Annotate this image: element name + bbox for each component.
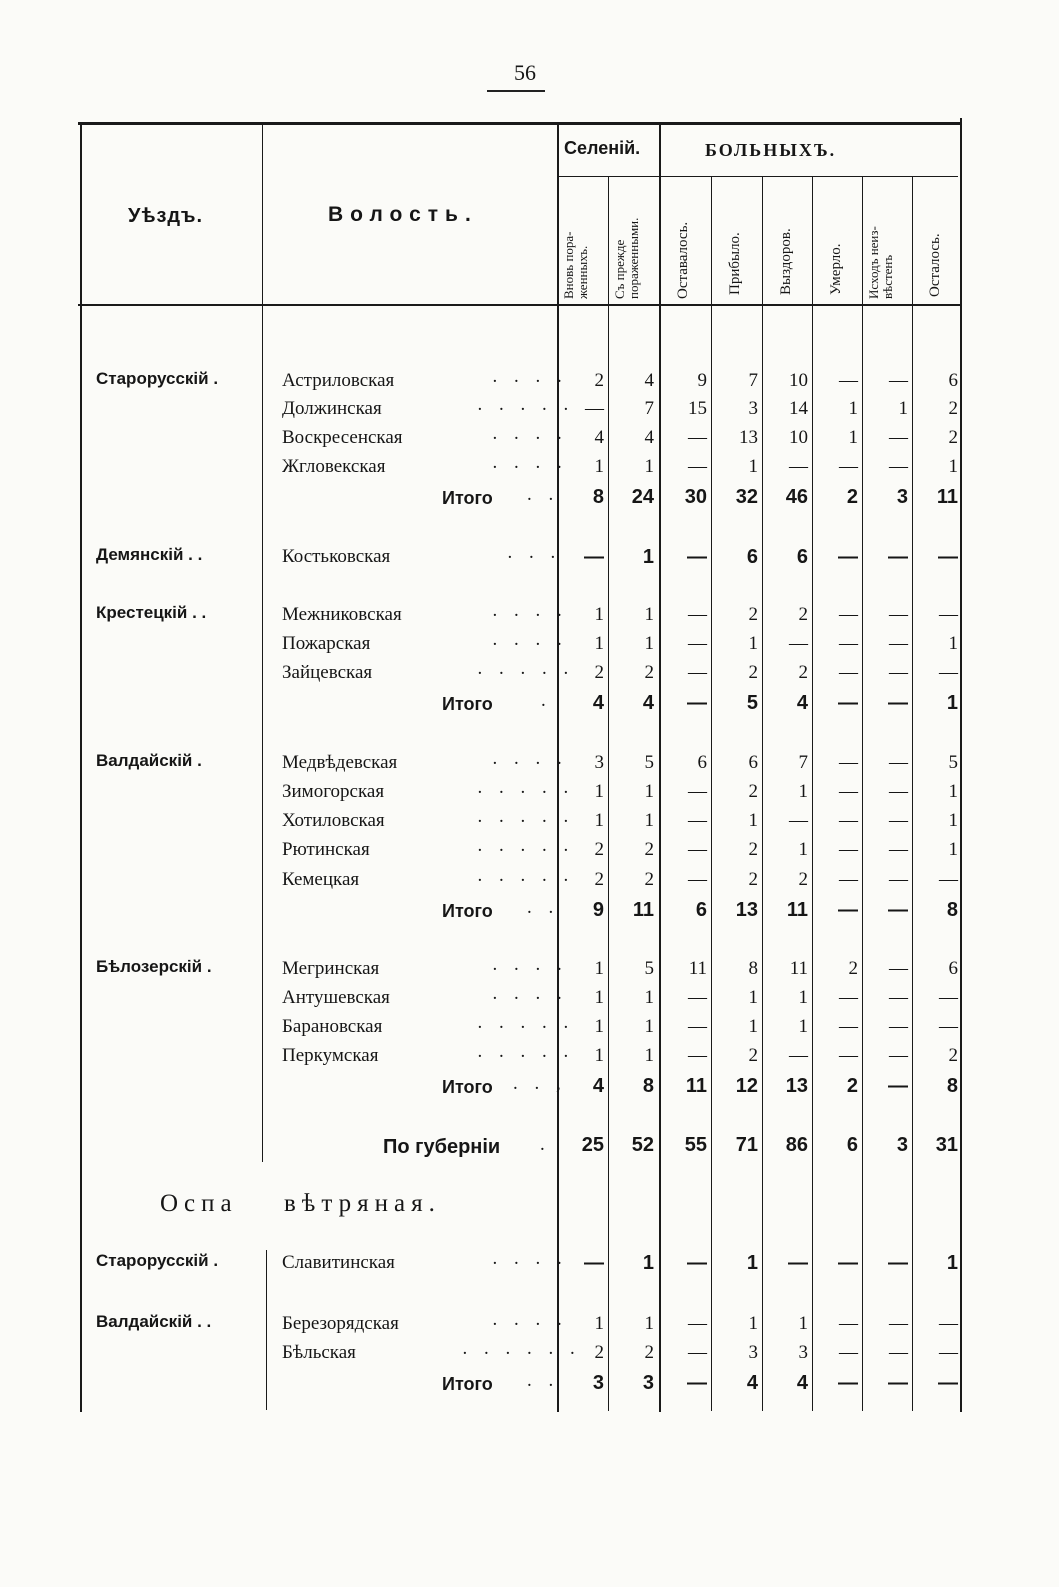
value-cell: — <box>888 692 908 714</box>
value-cell: — <box>939 869 958 890</box>
leader-dots: . . . . . . <box>462 1338 581 1359</box>
leader-dots: . . . . <box>492 983 568 1004</box>
value-cell: 2 <box>594 839 604 860</box>
value-cell: — <box>839 1313 858 1334</box>
value-cell: 1 <box>644 1045 654 1066</box>
value-cell: — <box>688 839 707 860</box>
value-cell: — <box>688 1045 707 1066</box>
value-cell: 1 <box>748 1313 758 1334</box>
value-cell: — <box>839 987 858 1008</box>
value-cell: — <box>688 781 707 802</box>
value-cell: 46 <box>785 486 808 508</box>
volost-name: Хотиловская <box>282 810 385 831</box>
volost-name: Антушевская <box>282 987 390 1008</box>
value-cell: 1 <box>798 839 808 860</box>
value-cell: 2 <box>594 869 604 890</box>
value-cell: 3 <box>748 1342 758 1363</box>
divider-selenii-bolnykh <box>659 122 661 1412</box>
value-cell: 1 <box>748 456 758 477</box>
value-cell: 7 <box>644 398 654 419</box>
value-cell: — <box>688 662 707 683</box>
value-cell: 9 <box>697 370 707 391</box>
total-label: Итого <box>442 901 493 921</box>
value-cell: — <box>889 604 908 625</box>
value-cell: 8 <box>946 899 958 921</box>
value-cell: — <box>688 1313 707 1334</box>
value-cell: 4 <box>642 692 654 714</box>
value-cell: 3 <box>896 1134 908 1156</box>
value-cell: — <box>838 546 858 568</box>
divider-uezd-volost <box>262 122 263 1162</box>
value-cell: 7 <box>798 752 808 773</box>
guberniya-total-label: По губерніи <box>383 1136 501 1158</box>
value-cell: — <box>838 899 858 921</box>
value-cell: 9 <box>592 899 604 921</box>
value-cell: 2 <box>594 1342 604 1363</box>
header-volost: Волость. <box>328 203 478 226</box>
value-cell: 6 <box>748 752 758 773</box>
value-cell: 1 <box>946 692 958 714</box>
value-cell: — <box>888 1372 908 1394</box>
value-cell: — <box>889 633 908 654</box>
value-cell: 4 <box>592 692 604 714</box>
value-cell: — <box>939 1016 958 1037</box>
value-cell: — <box>889 839 908 860</box>
value-cell: — <box>839 633 858 654</box>
volost-name: Пожарская <box>282 633 371 654</box>
value-cell: — <box>889 869 908 890</box>
value-cell: 1 <box>848 398 858 419</box>
value-cell: 24 <box>631 486 654 508</box>
value-cell: 1 <box>594 1313 604 1334</box>
value-cell: 4 <box>796 1372 808 1394</box>
divider-col-4 <box>711 176 712 1411</box>
value-cell: 1 <box>644 987 654 1008</box>
value-cell: 3 <box>896 486 908 508</box>
value-cell: — <box>888 1075 908 1097</box>
value-cell: — <box>687 1372 707 1394</box>
leader-dots: . . . . <box>492 748 568 769</box>
value-cell: — <box>939 604 958 625</box>
value-cell: 2 <box>748 781 758 802</box>
value-cell: — <box>839 869 858 890</box>
total-label: Итого <box>442 1374 493 1394</box>
divider-uezd-volost-lower <box>266 1250 267 1410</box>
value-cell: 4 <box>644 370 654 391</box>
section2-title-right: вѣтряная. <box>284 1190 441 1217</box>
value-cell: 1 <box>594 456 604 477</box>
value-cell: 2 <box>848 958 858 979</box>
value-cell: — <box>939 1313 958 1334</box>
value-cell: 2 <box>798 662 808 683</box>
value-cell: 1 <box>594 987 604 1008</box>
value-cell: 1 <box>798 781 808 802</box>
value-cell: — <box>889 1313 908 1334</box>
value-cell: 6 <box>796 546 808 568</box>
value-cell: 3 <box>748 398 758 419</box>
value-cell: — <box>839 662 858 683</box>
value-cell: 2 <box>644 869 654 890</box>
value-cell: 1 <box>594 958 604 979</box>
divider-col-8 <box>912 176 913 1411</box>
value-cell: 1 <box>948 810 958 831</box>
value-cell: 2 <box>748 604 758 625</box>
value-cell: — <box>688 1342 707 1363</box>
volost-name: Астриловская <box>282 370 395 391</box>
value-cell: 1 <box>798 1016 808 1037</box>
leader-dots: . . . . <box>492 423 568 444</box>
leader-dots: . . . . . <box>477 777 575 798</box>
leader-dots: . . <box>527 1370 560 1391</box>
value-cell: — <box>888 899 908 921</box>
value-cell: 2 <box>748 662 758 683</box>
header-uezd: Уѣздъ. <box>128 205 204 227</box>
value-cell: 4 <box>644 427 654 448</box>
value-cell: 1 <box>644 1313 654 1334</box>
value-cell: 1 <box>644 604 654 625</box>
value-cell: — <box>838 1252 858 1274</box>
value-cell: 2 <box>644 1342 654 1363</box>
value-cell: 2 <box>948 1045 958 1066</box>
value-cell: 1 <box>644 1016 654 1037</box>
volost-name: Костьковская <box>282 546 391 567</box>
value-cell: 5 <box>644 752 654 773</box>
header-pribylo: Прибыло. <box>727 232 743 295</box>
leader-dots: . . . . <box>492 954 568 975</box>
value-cell: 1 <box>848 427 858 448</box>
value-cell: 6 <box>948 958 958 979</box>
value-cell: — <box>687 546 707 568</box>
volost-name: Бѣльская <box>282 1342 356 1363</box>
value-cell: 11 <box>786 899 808 921</box>
value-cell: 1 <box>748 633 758 654</box>
value-cell: 1 <box>594 781 604 802</box>
header-bottom-rule <box>78 304 960 306</box>
value-cell: 6 <box>948 370 958 391</box>
leader-dots: . . . . . <box>477 1041 575 1062</box>
value-cell: — <box>938 1372 958 1394</box>
value-cell: — <box>839 1045 858 1066</box>
value-cell: 4 <box>746 1372 758 1394</box>
value-cell: 3 <box>594 752 604 773</box>
value-cell: — <box>889 1016 908 1037</box>
value-cell: 2 <box>846 486 858 508</box>
value-cell: — <box>839 810 858 831</box>
divider-col-2 <box>608 176 609 1411</box>
value-cell: 12 <box>735 1075 758 1097</box>
value-cell: — <box>839 781 858 802</box>
value-cell: 2 <box>798 604 808 625</box>
value-cell: — <box>584 1252 604 1274</box>
value-cell: — <box>839 839 858 860</box>
value-cell: — <box>839 370 858 391</box>
value-cell: 1 <box>644 810 654 831</box>
value-cell: — <box>889 370 908 391</box>
value-cell: 2 <box>846 1075 858 1097</box>
header-selenii: Селеній. <box>564 138 641 158</box>
volost-name: Жгловекская <box>282 456 386 477</box>
value-cell: 32 <box>735 486 758 508</box>
volost-name: Должинская <box>282 398 382 419</box>
value-cell: — <box>889 1045 908 1066</box>
value-cell: — <box>889 987 908 1008</box>
subheader-rule <box>558 176 958 177</box>
total-label: Итого <box>442 1077 493 1097</box>
district-name: Старорусскій . <box>96 1251 219 1270</box>
value-cell: 1 <box>798 987 808 1008</box>
value-cell: — <box>939 662 958 683</box>
value-cell: 8 <box>748 958 758 979</box>
value-cell: — <box>938 546 958 568</box>
value-cell: 13 <box>785 1075 808 1097</box>
leader-dots: . . . . . <box>477 394 575 415</box>
value-cell: 11 <box>688 958 707 979</box>
value-cell: 1 <box>746 1252 758 1274</box>
value-cell: — <box>889 427 908 448</box>
value-cell: 1 <box>594 1016 604 1037</box>
value-cell: 3 <box>798 1342 808 1363</box>
value-cell: 2 <box>948 427 958 448</box>
value-cell: — <box>888 1252 908 1274</box>
value-cell: 11 <box>936 486 958 508</box>
table-top-rule <box>78 122 960 125</box>
leader-dots: . . . . . <box>477 835 575 856</box>
volost-name: Межниковская <box>282 604 402 625</box>
value-cell: 71 <box>735 1134 758 1156</box>
value-cell: — <box>888 546 908 568</box>
value-cell: 1 <box>898 398 908 419</box>
value-cell: 30 <box>684 486 707 508</box>
value-cell: — <box>688 604 707 625</box>
value-cell: 2 <box>748 1045 758 1066</box>
header-ostavalos: Оставалось. <box>675 221 691 299</box>
value-cell: — <box>889 958 908 979</box>
total-label: Итого <box>442 488 493 508</box>
value-cell: — <box>839 752 858 773</box>
volost-name: Перкумская <box>282 1045 379 1066</box>
value-cell: 14 <box>789 398 808 419</box>
value-cell: 1 <box>642 546 654 568</box>
value-cell: — <box>889 781 908 802</box>
value-cell: — <box>585 398 604 419</box>
value-cell: 2 <box>594 662 604 683</box>
district-name: Демянскій . . <box>96 545 203 564</box>
leader-dots: . . , <box>513 1073 567 1094</box>
value-cell: 2 <box>644 839 654 860</box>
header-iskhod: Исходъ неиз- вѣстенъ <box>866 226 895 299</box>
value-cell: 2 <box>748 869 758 890</box>
district-name: Валдайскій . <box>96 751 202 770</box>
value-cell: 11 <box>789 958 808 979</box>
value-cell: 1 <box>748 987 758 1008</box>
value-cell: 1 <box>948 633 958 654</box>
value-cell: 1 <box>594 1045 604 1066</box>
value-cell: 6 <box>697 752 707 773</box>
volost-name: Зимогорская <box>282 781 385 802</box>
header-ostalos: Осталось. <box>927 233 943 297</box>
leader-dots: . . . <box>507 542 562 563</box>
volost-name: Мегринская <box>282 958 380 979</box>
divider-col-7 <box>862 176 863 1411</box>
leader-dots: . . <box>527 897 560 918</box>
value-cell: 5 <box>644 958 654 979</box>
value-cell: 25 <box>581 1134 604 1156</box>
leader-dots: . . . . . <box>477 806 575 827</box>
page-number: 56 <box>514 60 536 85</box>
divider-col-5 <box>762 176 763 1411</box>
value-cell: — <box>939 1342 958 1363</box>
value-cell: — <box>688 810 707 831</box>
value-cell: — <box>889 662 908 683</box>
value-cell: — <box>889 1342 908 1363</box>
value-cell: — <box>687 1252 707 1274</box>
volost-name: Воскресенская <box>282 427 403 448</box>
value-cell: 11 <box>685 1075 707 1097</box>
leader-dots: . . . . . <box>477 658 575 679</box>
district-name: Валдайскій . . <box>96 1312 212 1331</box>
value-cell: — <box>838 1372 858 1394</box>
value-cell: 3 <box>642 1372 654 1394</box>
value-cell: 6 <box>746 546 758 568</box>
value-cell: — <box>789 810 808 831</box>
volost-name: Зайцевская <box>282 662 373 683</box>
value-cell: — <box>789 456 808 477</box>
value-cell: — <box>839 1342 858 1363</box>
leader-dots: . . <box>527 484 560 505</box>
volost-name: Славитинская <box>282 1252 395 1273</box>
value-cell: 4 <box>594 427 604 448</box>
value-cell: — <box>889 810 908 831</box>
value-cell: 86 <box>785 1134 808 1156</box>
volost-name: Барановская <box>282 1016 383 1037</box>
value-cell: — <box>839 1016 858 1037</box>
value-cell: — <box>688 633 707 654</box>
value-cell: 1 <box>642 1252 654 1274</box>
leader-dots: . . . . . <box>477 865 575 886</box>
district-name: Бѣлозерскій . <box>96 957 212 976</box>
value-cell: 10 <box>789 370 808 391</box>
value-cell: 1 <box>948 839 958 860</box>
value-cell: 1 <box>748 1016 758 1037</box>
leader-dots: . <box>541 690 552 711</box>
total-label: Итого <box>442 694 493 714</box>
value-cell: 6 <box>695 899 707 921</box>
value-cell: 1 <box>948 781 958 802</box>
value-cell: — <box>789 1045 808 1066</box>
value-cell: 11 <box>632 899 654 921</box>
leader-dots: . . . . <box>492 600 568 621</box>
value-cell: 2 <box>798 869 808 890</box>
value-cell: 2 <box>748 839 758 860</box>
value-cell: 5 <box>746 692 758 714</box>
value-cell: 52 <box>631 1134 654 1156</box>
value-cell: 10 <box>789 427 808 448</box>
value-cell: 15 <box>688 398 707 419</box>
value-cell: — <box>688 987 707 1008</box>
value-cell: 8 <box>642 1075 654 1097</box>
value-cell: — <box>839 456 858 477</box>
right-border <box>960 118 962 1412</box>
leader-dots: . . . . <box>492 366 568 387</box>
left-border <box>80 122 82 1412</box>
value-cell: 6 <box>846 1134 858 1156</box>
volost-name: Рютинская <box>282 839 370 860</box>
value-cell: 2 <box>644 662 654 683</box>
section2-title-left: Оспа <box>160 1190 238 1217</box>
value-cell: 2 <box>948 398 958 419</box>
value-cell: — <box>688 1016 707 1037</box>
value-cell: 13 <box>735 899 758 921</box>
value-cell: 8 <box>946 1075 958 1097</box>
value-cell: — <box>688 869 707 890</box>
volost-name: Березорядская <box>282 1313 399 1334</box>
value-cell: — <box>939 987 958 1008</box>
value-cell: 1 <box>644 633 654 654</box>
value-cell: — <box>788 1252 808 1274</box>
volost-name: Медвѣдевская <box>282 752 398 773</box>
value-cell: 13 <box>739 427 758 448</box>
value-cell: — <box>889 456 908 477</box>
leader-dots: . . . . <box>492 452 568 473</box>
value-cell: — <box>889 752 908 773</box>
header-umerlo: Умерло. <box>828 243 844 295</box>
value-cell: 1 <box>644 781 654 802</box>
value-cell: — <box>838 692 858 714</box>
value-cell: 1 <box>594 810 604 831</box>
page-number-rule <box>487 90 545 92</box>
header-prezhde: Съ прежде пораженными. <box>612 217 641 299</box>
header-vnov: Вновь пора- женныхъ. <box>561 231 590 299</box>
volost-name: Кемецкая <box>282 869 360 890</box>
value-cell: 5 <box>948 752 958 773</box>
district-name: Старорусскій . <box>96 369 219 388</box>
value-cell: — <box>687 692 707 714</box>
value-cell: — <box>789 633 808 654</box>
value-cell: 7 <box>748 370 758 391</box>
value-cell: — <box>688 456 707 477</box>
leader-dots: . . . . <box>492 1309 568 1330</box>
district-name: Крестецкій . . <box>96 603 207 622</box>
value-cell: 1 <box>946 1252 958 1274</box>
value-cell: 4 <box>796 692 808 714</box>
value-cell: — <box>584 546 604 568</box>
value-cell: 31 <box>935 1134 958 1156</box>
value-cell: 1 <box>644 456 654 477</box>
header-bolnykh: БОЛЬНЫХЪ. <box>705 140 837 160</box>
value-cell: 1 <box>748 810 758 831</box>
header-vyzdorov: Выздоров. <box>778 228 794 295</box>
value-cell: 3 <box>592 1372 604 1394</box>
value-cell: — <box>839 604 858 625</box>
value-cell: 55 <box>684 1134 707 1156</box>
divider-col-6 <box>812 176 813 1411</box>
value-cell: 8 <box>592 486 604 508</box>
value-cell: — <box>688 427 707 448</box>
value-cell: 4 <box>592 1075 604 1097</box>
leader-dots: . . . . . <box>477 1012 575 1033</box>
value-cell: 1 <box>594 633 604 654</box>
value-cell: 1 <box>948 456 958 477</box>
leader-dots: . . . . <box>492 629 568 650</box>
leader-dots: . . . . <box>492 1248 568 1269</box>
leader-dots: . <box>540 1134 551 1155</box>
value-cell: 1 <box>798 1313 808 1334</box>
value-cell: 1 <box>594 604 604 625</box>
value-cell: 2 <box>594 370 604 391</box>
